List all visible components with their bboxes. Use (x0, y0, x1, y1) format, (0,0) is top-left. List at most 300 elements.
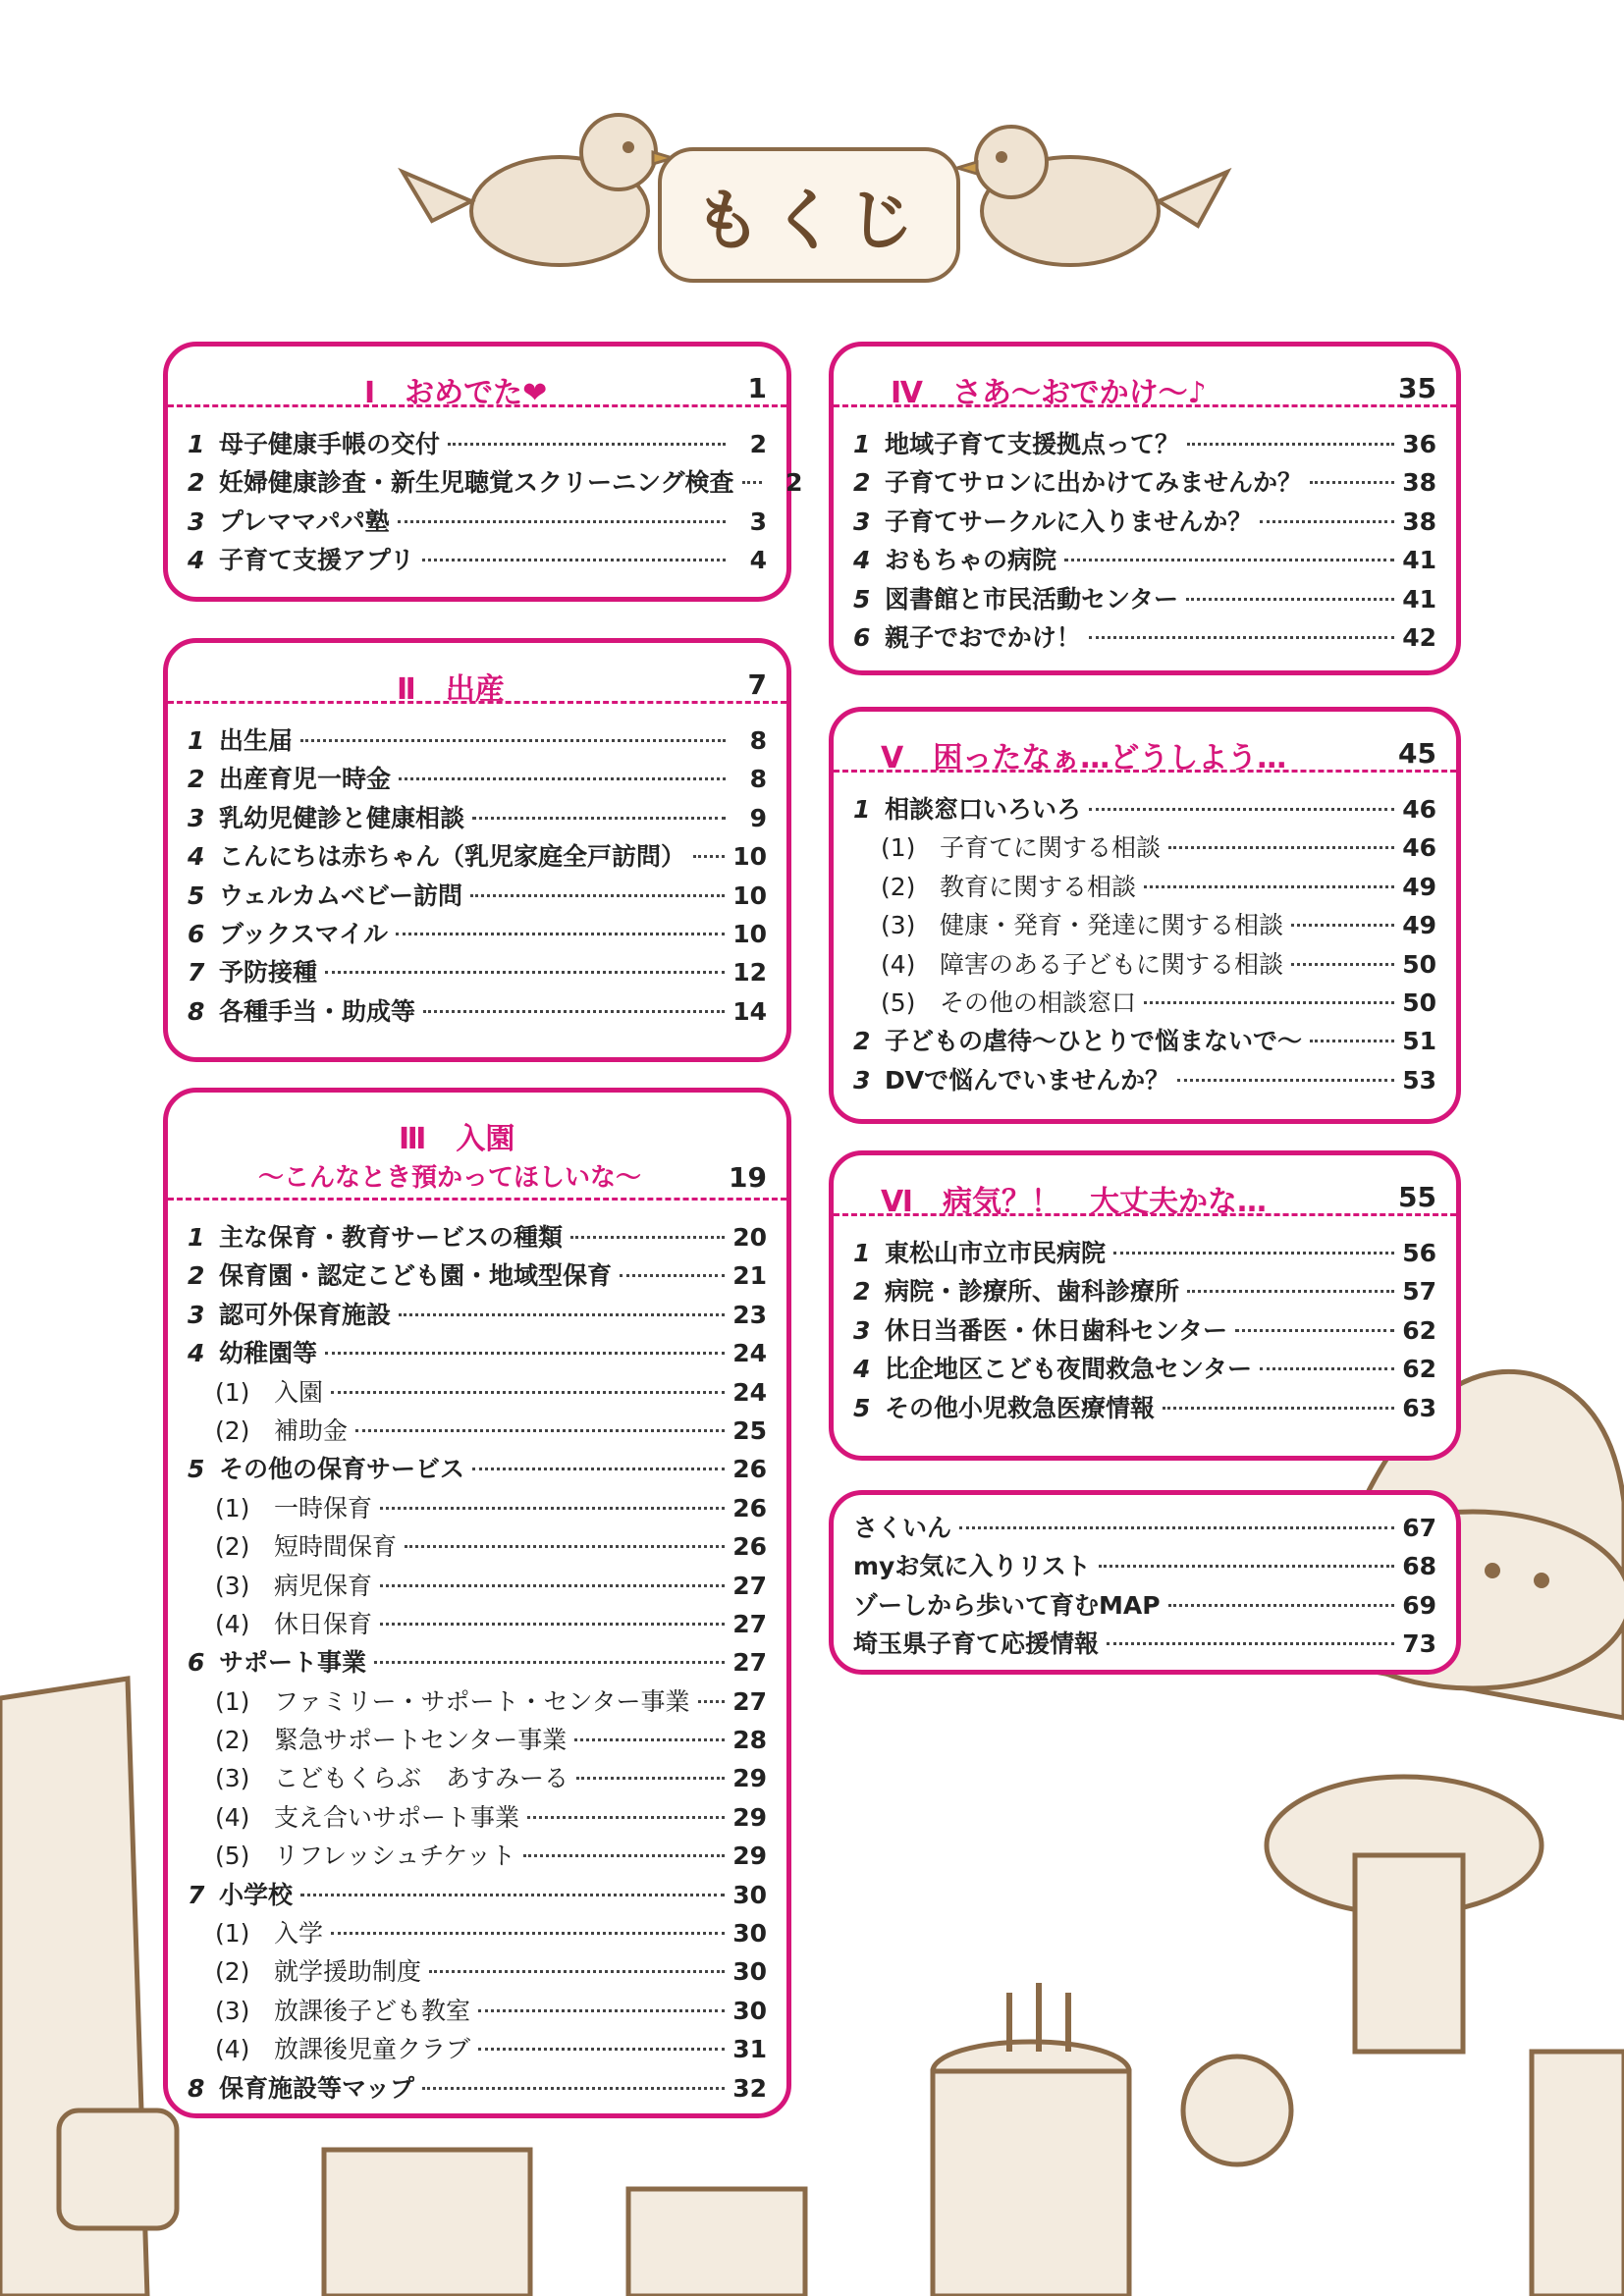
subentry-number: (3) (881, 911, 916, 940)
entry-page: 50 (1402, 949, 1436, 979)
entry-label: 短時間保育 (274, 1532, 398, 1562)
toc-subentry[interactable] (188, 1914, 767, 1952)
dot-leader (1310, 1040, 1394, 1042)
toc-entry[interactable] (853, 463, 1436, 502)
subentry-number: (3) (215, 1571, 250, 1600)
section-5-header (834, 712, 1456, 773)
dot-leader (1260, 1367, 1394, 1370)
entry-page: 62 (1402, 1355, 1436, 1384)
toc-entry[interactable] (853, 1234, 1436, 1272)
dot-leader (1113, 1252, 1394, 1255)
toc-entry[interactable] (188, 953, 767, 991)
entry-label: 乳幼児健診と健康相談 (219, 803, 465, 832)
section-2-header (168, 643, 786, 707)
toc-entry[interactable] (188, 1643, 767, 1682)
subentry-number: (3) (215, 1764, 250, 1793)
entry-number: 1 (853, 1239, 871, 1267)
entry-page: 67 (1402, 1514, 1436, 1542)
entry-page: 63 (1402, 1393, 1436, 1422)
toc-subentry[interactable] (188, 1721, 767, 1759)
entry-page: 38 (1402, 468, 1436, 498)
section-4-page: 35 (1398, 372, 1436, 404)
subentry-number: (2) (881, 872, 916, 901)
entry-label: その他小児救急医療情報 (885, 1393, 1156, 1422)
section-1-box (163, 342, 803, 602)
entry-label: こんにちは赤ちゃん（乳児家庭全戸訪問） (219, 842, 686, 872)
dot-leader (523, 1854, 725, 1857)
entry-number: 7 (188, 958, 205, 988)
toc-entry[interactable] (853, 1547, 1436, 1585)
entry-page: 30 (732, 1957, 767, 1987)
entry-label: 子育てサークルに入りませんか？ (885, 507, 1253, 536)
entry-page: 38 (1402, 507, 1436, 536)
entry-label: 就学援助制度 (274, 1957, 422, 1987)
entry-page: 3 (749, 507, 767, 536)
toc-subentry[interactable] (188, 1527, 767, 1566)
entry-label: その他の相談窓口 (940, 988, 1137, 1017)
dot-leader (448, 443, 726, 446)
toc-entry[interactable] (853, 1061, 1436, 1099)
entry-page: 28 (732, 1726, 767, 1755)
entry-number: 1 (188, 726, 205, 755)
toc-entry[interactable] (188, 1450, 767, 1488)
entry-label: 放課後児童クラブ (274, 2035, 471, 2064)
section-3-page: 19 (729, 1161, 767, 1194)
dot-leader (570, 1236, 725, 1239)
entry-label: 主な保育・教育サービスの種類 (219, 1223, 564, 1252)
entry-number: 3 (188, 1300, 205, 1329)
entry-label: 子育て支援アプリ (219, 546, 415, 575)
toc-entry[interactable] (188, 503, 767, 541)
toc-entry[interactable] (188, 1256, 767, 1295)
entry-number: 8 (188, 996, 205, 1026)
dot-leader (698, 1700, 726, 1703)
entry-page: 8 (749, 765, 767, 794)
entry-label: 妊婦健康診査・新生児聴覚スクリーニング検査 (219, 468, 734, 498)
section-5-heading[interactable]: Ⅴ 困ったなぁ…どうしよう… (881, 741, 1287, 775)
entry-label: 入園 (274, 1377, 324, 1407)
toc-subentry[interactable] (188, 1489, 767, 1527)
entry-number: 4 (188, 842, 205, 872)
entry-label: 比企地区こども夜間救急センター (885, 1355, 1253, 1384)
dot-leader (576, 1777, 725, 1780)
entry-number: 2 (853, 468, 871, 498)
appendix-box (829, 1490, 1461, 1675)
entry-page: 46 (1402, 795, 1436, 824)
toc-subentry[interactable] (853, 984, 1436, 1022)
toc-entry[interactable] (853, 580, 1436, 618)
dot-leader (742, 481, 762, 484)
section-2-list (168, 704, 786, 1031)
entry-label: 小学校 (219, 1880, 294, 1909)
toc-entry[interactable] (853, 790, 1436, 828)
entry-number: 5 (853, 1393, 871, 1422)
entry-page: 2 (749, 430, 767, 458)
dot-leader (1107, 1642, 1394, 1645)
entry-label: 緊急サポートセンター事業 (274, 1726, 568, 1755)
entry-label: ウェルカムベビー訪問 (219, 881, 463, 910)
subentry-number: (1) (215, 1377, 250, 1407)
toc-entry[interactable] (853, 1022, 1436, 1060)
entry-label: 病院・診療所、歯科診療所 (885, 1277, 1180, 1307)
toc-entry[interactable] (188, 2069, 767, 2108)
toc-entry[interactable] (853, 1389, 1436, 1427)
dot-leader (620, 1274, 725, 1277)
entry-page: 27 (732, 1648, 767, 1678)
entry-label: 教育に関する相談 (940, 872, 1137, 901)
entry-page: 4 (749, 546, 767, 575)
subentry-number: (2) (215, 1726, 250, 1755)
entry-label: 図書館と市民活動センター (885, 584, 1179, 614)
entry-number: 5 (188, 881, 205, 910)
entry-number: 8 (188, 2073, 205, 2103)
dot-leader (574, 1738, 725, 1741)
entry-page: 36 (1402, 430, 1436, 458)
subentry-number: (4) (215, 2035, 250, 2064)
entry-label: 親子でおでかけ！ (885, 622, 1081, 652)
toc-entry[interactable] (853, 1625, 1436, 1663)
toc-subentry[interactable] (853, 906, 1436, 944)
entry-number: 7 (188, 1880, 205, 1909)
dot-leader (374, 1661, 725, 1664)
entry-label: ファミリー・サポート・センター事業 (274, 1686, 690, 1716)
toc-subentry[interactable] (188, 1373, 767, 1412)
entry-page: 30 (732, 1880, 767, 1909)
toc-entry[interactable] (853, 1311, 1436, 1350)
page-title: もくじ (693, 182, 924, 260)
dot-leader (470, 894, 725, 897)
section-6-heading[interactable]: Ⅵ 病気？！ 大丈夫かな… (881, 1185, 1267, 1219)
dot-leader (472, 1468, 725, 1470)
entry-label: さくいん (853, 1514, 952, 1542)
entry-label: DVで悩んでいませんか？ (885, 1065, 1170, 1095)
dot-leader (300, 1894, 725, 1896)
entry-label: 放課後子ども教室 (274, 1996, 471, 2025)
toc-entry[interactable] (188, 992, 767, 1031)
entry-page: 30 (732, 1919, 767, 1949)
toc-entry[interactable] (188, 425, 767, 463)
entry-label: 幼稚園等 (219, 1339, 318, 1368)
entry-number: 6 (188, 1648, 205, 1678)
toc-entry[interactable] (188, 541, 767, 579)
entry-label: おもちゃの病院 (885, 546, 1057, 575)
entry-page: 68 (1402, 1552, 1436, 1581)
toc-entry[interactable] (188, 721, 767, 760)
dot-leader (1163, 1407, 1394, 1410)
toc-subentry[interactable] (188, 2030, 767, 2068)
entry-label: 相談窓口いろいろ (885, 795, 1082, 824)
entry-number: 4 (853, 1355, 871, 1384)
entry-page: 10 (732, 881, 767, 910)
section-5-page: 45 (1398, 737, 1436, 770)
section-2-page: 7 (747, 668, 767, 701)
entry-page: 12 (732, 958, 767, 988)
title-area (393, 88, 1237, 314)
subentry-number: (3) (215, 1996, 250, 2025)
entry-page: 50 (1402, 988, 1436, 1017)
section-3-heading[interactable]: Ⅲ 入園 (399, 1122, 515, 1156)
dot-leader (1186, 598, 1394, 601)
toc-subentry[interactable] (188, 1992, 767, 2030)
dot-leader (1144, 885, 1394, 888)
subentry-number: (4) (215, 1609, 250, 1638)
toc-entry[interactable] (188, 1296, 767, 1334)
dot-leader (405, 1545, 725, 1548)
entry-label: サポート事業 (219, 1648, 367, 1678)
toc-subentry[interactable] (853, 868, 1436, 906)
entry-page: 49 (1402, 872, 1436, 901)
entry-page: 57 (1402, 1277, 1436, 1307)
section-3-list (168, 1201, 786, 2108)
entry-page: 27 (732, 1686, 767, 1716)
section-6-header (834, 1155, 1456, 1219)
entry-number: 2 (188, 468, 205, 498)
dot-leader (1310, 481, 1394, 484)
entry-page: 49 (1402, 911, 1436, 940)
dot-leader (472, 817, 726, 820)
subentry-number: (2) (215, 1957, 250, 1987)
entry-label: 埼玉県子育て応援情報 (853, 1629, 1100, 1659)
toc-entry[interactable] (188, 463, 803, 502)
toc-entry[interactable] (188, 837, 767, 876)
toc-entry[interactable] (853, 618, 1436, 657)
subentry-number: (1) (881, 833, 916, 863)
subentry-number: (1) (215, 1493, 250, 1522)
toc-entry[interactable] (853, 1509, 1436, 1547)
entry-page: 24 (732, 1377, 767, 1407)
entry-page: 2 (785, 468, 803, 498)
dot-leader (1144, 1001, 1394, 1004)
entry-number: 5 (188, 1455, 205, 1484)
entry-label: 補助金 (274, 1415, 349, 1445)
entry-label: 子どもの虐待～ひとりで悩まないで～ (885, 1027, 1303, 1056)
dot-leader (1089, 808, 1394, 811)
entry-label: 休日当番医・休日歯科センター (885, 1315, 1228, 1345)
subentry-number: (5) (215, 1842, 250, 1871)
dot-leader (959, 1526, 1394, 1529)
entry-number: 3 (853, 1065, 871, 1095)
dot-leader (422, 559, 726, 561)
dot-leader (325, 1352, 725, 1355)
subentry-number: (1) (215, 1686, 250, 1716)
toc-subentry[interactable] (853, 945, 1436, 984)
toc-entry[interactable] (853, 425, 1436, 463)
entry-label: 予防接種 (219, 958, 318, 988)
entry-label: 障害のある子どもに関する相談 (940, 949, 1284, 979)
entry-page: 62 (1402, 1315, 1436, 1345)
entry-page: 32 (732, 2073, 767, 2103)
toc-entry[interactable] (853, 1272, 1436, 1310)
entry-label: ブックスマイル (219, 919, 389, 948)
section-4-heading[interactable]: Ⅳ さあ～おでかけ～♪ (891, 376, 1207, 410)
entry-number: 2 (853, 1277, 871, 1307)
dot-leader (478, 2009, 725, 2012)
dot-leader (1089, 636, 1394, 639)
section-4-box (829, 342, 1461, 675)
entry-number: 2 (853, 1027, 871, 1056)
section-1-heading[interactable]: Ⅰ おめでた❤ (364, 376, 548, 410)
subentry-number: (1) (215, 1919, 250, 1949)
entry-label: 子育てサロンに出かけてみませんか？ (885, 468, 1303, 498)
section-4-list (834, 407, 1456, 657)
entry-page: 73 (1402, 1629, 1436, 1659)
subentry-number: (5) (881, 988, 916, 1017)
section-5-list (834, 773, 1456, 1099)
toc-subentry[interactable] (188, 1682, 767, 1721)
entry-number: 1 (188, 430, 205, 458)
entry-page: 23 (732, 1300, 767, 1329)
toc-entry[interactable] (188, 915, 767, 953)
dot-leader (396, 933, 725, 935)
dot-leader (325, 971, 725, 974)
appendix-list (834, 1495, 1456, 1664)
entry-label: 地域子育て支援拠点って？ (885, 430, 1180, 458)
entry-number: 3 (853, 507, 871, 536)
entry-page: 10 (732, 842, 767, 872)
entry-label: 一時保育 (274, 1493, 373, 1522)
section-2-heading[interactable]: Ⅱ 出産 (397, 672, 505, 707)
section-6-page: 55 (1398, 1181, 1436, 1213)
entry-page: 29 (732, 1842, 767, 1871)
section-3-box (163, 1088, 791, 2118)
entry-number: 1 (853, 430, 871, 458)
entry-number: 3 (853, 1315, 871, 1345)
section-4-header (834, 347, 1456, 410)
entry-page: 26 (732, 1493, 767, 1522)
toc-entry[interactable] (188, 760, 767, 798)
entry-label: 支え合いサポート事業 (274, 1802, 520, 1832)
entry-page: 8 (749, 726, 767, 755)
entry-label: 子育てに関する相談 (940, 833, 1162, 863)
entry-label: プレママパパ塾 (219, 507, 390, 536)
toc-entry[interactable] (188, 799, 767, 837)
section-5-box (829, 707, 1461, 1124)
entry-page: 14 (732, 996, 767, 1026)
section-1-header (168, 347, 786, 410)
entry-number: 6 (188, 919, 205, 948)
entry-page: 27 (732, 1609, 767, 1638)
toc-entry[interactable] (853, 541, 1436, 579)
toc-subentry[interactable] (188, 1567, 767, 1605)
entry-page: 56 (1402, 1239, 1436, 1267)
dot-leader (1064, 559, 1394, 561)
dot-leader (399, 777, 726, 780)
entry-page: 53 (1402, 1065, 1436, 1095)
entry-number: 4 (188, 1339, 205, 1368)
entry-number: 4 (188, 546, 205, 575)
entry-number: 5 (853, 584, 871, 614)
dot-leader (300, 739, 726, 742)
entry-label: 保育園・認定こども園・地域型保育 (219, 1261, 613, 1291)
entry-label: こどもくらぶ あすみーる (274, 1764, 569, 1793)
entry-page: 9 (749, 803, 767, 832)
entry-label: 出産育児一時金 (219, 765, 392, 794)
toc-subentry[interactable] (188, 1605, 767, 1643)
entry-number: 4 (853, 546, 871, 575)
toc-entry[interactable] (188, 877, 767, 915)
dot-leader (1187, 443, 1394, 446)
toc-subentry[interactable] (188, 1412, 767, 1450)
entry-number: 2 (188, 765, 205, 794)
entry-page: 21 (732, 1261, 767, 1291)
toc-subentry[interactable] (188, 1952, 767, 1991)
entry-page: 41 (1402, 546, 1436, 575)
entry-page: 29 (732, 1764, 767, 1793)
entry-page: 30 (732, 1996, 767, 2025)
toc-entry[interactable] (853, 1350, 1436, 1388)
entry-page: 42 (1402, 622, 1436, 652)
dot-leader (331, 1391, 725, 1394)
dot-leader (355, 1429, 725, 1432)
section-3-subheading: ～こんなとき預かってほしいな～ (258, 1163, 642, 1193)
section-3-header (168, 1093, 786, 1201)
subentry-number: (4) (215, 1802, 250, 1832)
toc-entry[interactable] (853, 1586, 1436, 1625)
entry-number: 2 (188, 1261, 205, 1291)
dot-leader (1291, 924, 1394, 927)
entry-label: 健康・発育・発達に関する相談 (940, 911, 1284, 940)
toc-subentry[interactable] (853, 828, 1436, 867)
dot-leader (527, 1816, 725, 1819)
dot-leader (693, 855, 725, 858)
dot-leader (380, 1507, 725, 1510)
toc-entry[interactable] (853, 503, 1436, 541)
section-1-list (168, 407, 803, 580)
toc-subentry[interactable] (188, 1837, 767, 1875)
dot-leader (398, 520, 726, 523)
entry-page: 41 (1402, 584, 1436, 614)
entry-label: myお気に入りリスト (853, 1552, 1091, 1581)
toc-entry[interactable] (188, 1218, 767, 1256)
entry-page: 29 (732, 1802, 767, 1832)
subentry-number: (2) (215, 1532, 250, 1562)
entry-number: 1 (188, 1223, 205, 1252)
entry-label: 母子健康手帳の交付 (219, 430, 441, 458)
toc-entry[interactable] (188, 1876, 767, 1914)
entry-number: 3 (188, 507, 205, 536)
section-6-list (834, 1216, 1456, 1427)
entry-page: 26 (732, 1532, 767, 1562)
entry-label: 休日保育 (274, 1609, 373, 1638)
entry-page: 25 (732, 1415, 767, 1445)
toc-subentry[interactable] (188, 1759, 767, 1797)
dot-leader (1099, 1565, 1394, 1568)
entry-label: 病児保育 (274, 1571, 373, 1600)
entry-page: 46 (1402, 833, 1436, 863)
dot-leader (429, 1970, 725, 1973)
dot-leader (423, 1010, 725, 1013)
entry-label: 入学 (274, 1919, 324, 1949)
entry-label: リフレッシュチケット (274, 1842, 516, 1871)
section-1-page: 1 (747, 372, 767, 404)
entry-label: 出生届 (219, 726, 294, 755)
entry-label: 保育施設等マップ (219, 2073, 415, 2103)
dot-leader (422, 2087, 725, 2090)
toc-entry[interactable] (188, 1334, 767, 1372)
entry-label: ゾーしから歩いて育むMAP (853, 1590, 1161, 1620)
entry-number: 6 (853, 622, 871, 652)
dot-leader (1177, 1079, 1394, 1082)
entry-label: 各種手当・助成等 (219, 996, 416, 1026)
dot-leader (331, 1932, 725, 1935)
entry-page: 27 (732, 1571, 767, 1600)
entry-page: 51 (1402, 1027, 1436, 1056)
dot-leader (1168, 1604, 1395, 1607)
dot-leader (399, 1313, 725, 1316)
toc-subentry[interactable] (188, 1798, 767, 1837)
entry-label: 東松山市立市民病院 (885, 1239, 1107, 1267)
entry-page: 69 (1402, 1590, 1436, 1620)
